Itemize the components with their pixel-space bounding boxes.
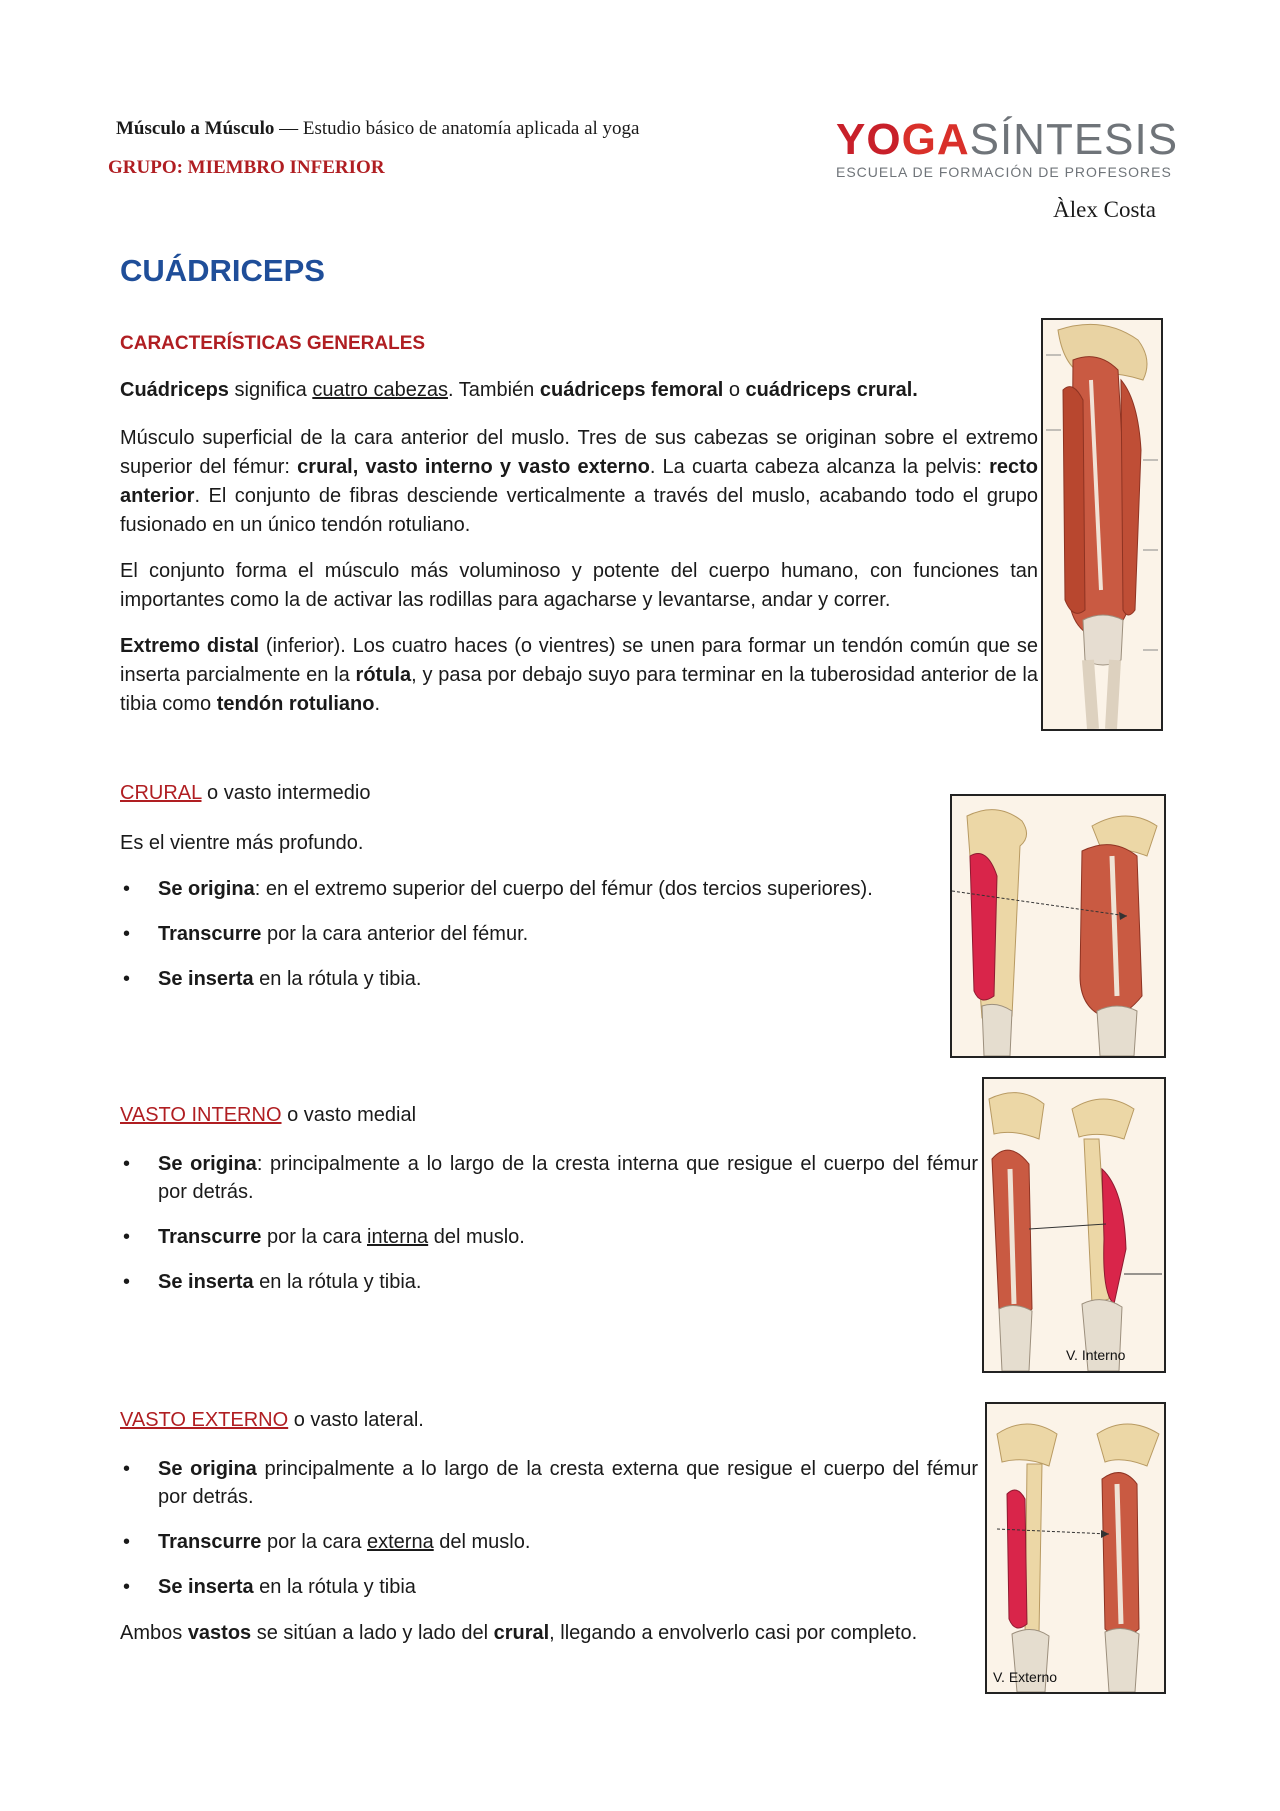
header-title-bold: Músculo a Músculo	[116, 118, 275, 139]
vasto-interno-caption: V. Interno	[1066, 1347, 1126, 1363]
vasto-interno-bullets	[120, 1150, 978, 1313]
paragraph-description: Músculo superficial de la cara anterior del muslo. Tres de sus cabezas se originan sobre el extremo superior del fémur: crural, vasto interno y vasto externo. La cuarta cabeza alcanza la pelvis: recto anterior. El conjunto de fibras desciende verticalmente a través del muslo, acabando todo el grupo fusionado en un único tendón rotuliano.	[120, 427, 1039, 536]
vasto-interno-heading: VASTO INTERNO o vasto medial	[120, 1104, 417, 1126]
list-item: • Se inserta en la rótula y tibia	[123, 1576, 416, 1598]
list-item: • Transcurre por la cara interna del muslo.	[123, 1226, 525, 1248]
paragraph-function: El conjunto forma el músculo más voluminoso y potente del cuerpo humano, con funciones tan importantes como la de activar las rodillas para agacharse y levantarse, andar y correr.	[120, 560, 1038, 611]
document-header-title	[116, 118, 639, 140]
paragraph-distal: Extremo distal (inferior). Los cuatro haces (o vientres) se unen para formar un tendón común que se inserta parcialmente en la rótula, y pasa por debajo suyo para terminar en la tuberosidad anterior de la tibia como tendón rotuliano.	[120, 635, 1038, 715]
header-group: GRUPO: MIEMBRO INFERIOR	[108, 157, 385, 178]
author: Àlex Costa	[1053, 197, 1156, 222]
crural-heading: CRURAL o vasto intermedio	[120, 782, 371, 804]
vasto-externo-illustration	[985, 1402, 1166, 1694]
page-title: CUÁDRICEPS	[120, 253, 325, 288]
paragraph-definition: Cuádriceps significa cuatro cabezas. También cuádriceps femoral o cuádriceps crural.	[120, 379, 918, 401]
section-heading-general: CARACTERÍSTICAS GENERALES	[120, 333, 426, 354]
vasto-externo-bullets	[120, 1455, 978, 1618]
list-item: • Transcurre por la cara externa del muslo.	[123, 1531, 531, 1553]
vasto-externo-caption: V. Externo	[993, 1669, 1058, 1685]
list-item: • Transcurre por la cara anterior del fémur.	[123, 923, 529, 945]
vasto-interno-illustration	[982, 1077, 1166, 1373]
vasto-externo-heading: VASTO EXTERNO o vasto lateral.	[120, 1409, 424, 1431]
list-item: • Se inserta en la rótula y tibia.	[123, 1271, 422, 1293]
list-item: • Se origina: principalmente a lo largo de la cresta interna que resigue el cuerpo del fémur por detrás.	[123, 1153, 978, 1203]
logo-subtitle: ESCUELA DE FORMACIÓN DE PROFESORES	[836, 164, 1172, 180]
crural-illustration	[950, 794, 1166, 1058]
lotus-o-icon: O	[866, 115, 902, 164]
crural-bullets	[120, 875, 940, 1010]
list-item: • Se inserta en la rótula y tibia.	[123, 968, 422, 990]
crural-intro: Es el vientre más profundo.	[120, 832, 364, 854]
quadriceps-illustration	[1041, 318, 1163, 731]
header-title-rest: — Estudio básico de anatomía aplicada al yoga	[274, 118, 640, 139]
yoga-sintesis-logo: YOGASÍNTESIS ESCUELA DE FORMACIÓN DE PROFESORES	[836, 115, 1179, 180]
vastos-closing-paragraph: Ambos vastos se sitúan a lado y lado del crural, llegando a envolverlo casi por completo.	[120, 1622, 918, 1644]
list-item: • Se origina principalmente a lo largo de la cresta externa que resigue el cuerpo del fémur por detrás.	[123, 1458, 978, 1508]
list-item: • Se origina: en el extremo superior del cuerpo del fémur (dos tercios superiores).	[123, 878, 873, 900]
